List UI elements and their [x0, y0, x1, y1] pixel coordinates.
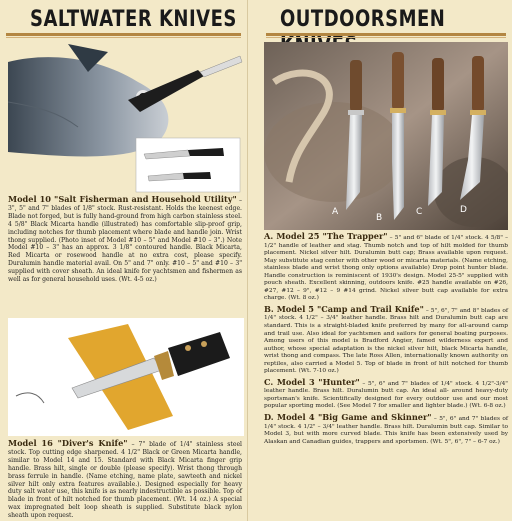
entry-c-body: – 5", 6" and 7" blades of 1/4" stock. 4 1/2"-3/4" leather handle. Brass hilt. Duralumin butt cap. An ideal all- around heavy-duty sportsman's knife. Scientifically designed for every outdoor use and our most popular sporting model. (See Model 7 for smaller and lighter blade.) (Wt. 6-8 oz.) — [264, 380, 508, 410]
entry-a-body: – 5" and 6" blade of 1/4" stock. 4 5/8" – 1/2" handle of leather and stag. Thumb notch and top of hilt molded for thumb placement. Nickel silver hilt. Duralumin butt cap; Brass available upon request. May substitute stag center with other wood or micarta materials. (Name etching, stainless blade and wrist thong only options available) Drop point hunter blade. Handle construction is reminiscent of 1930's design. Model 25-5" supplied with pouch sheath. Excellent skinning, outdoors knife. #25 handle available on #26, #27, #12 – 9", #12 – 9 #14 grind. Nickel silver butt cap available for extra charge. (Wt. 8 oz.) — [264, 235, 509, 302]
outdoorsmen-column — [260, 0, 512, 521]
entry-d-heading: D. Model 4 "Big Game and Skinner" — [264, 412, 432, 423]
saltwater-banner — [0, 0, 247, 40]
saltwater-column — [0, 0, 248, 521]
title-rule — [6, 33, 241, 36]
outdoors-knives-photo — [264, 42, 508, 230]
entry-a-heading: A. Model 25 "The Trapper" — [264, 231, 388, 241]
model16-description — [8, 440, 242, 520]
model10-description — [8, 196, 242, 284]
outdoors-descriptions — [264, 233, 508, 449]
title-rule-thin — [266, 37, 506, 38]
outdoorsmen-banner — [260, 0, 512, 40]
model16-heading: Model 16 "Diver's Knife" — [8, 438, 128, 448]
model10-heading: Model 10 "Salt Fisherman and Household Utility" — [8, 194, 237, 204]
entry-a — [264, 233, 508, 303]
photo-label-c: C — [416, 207, 423, 217]
fish-knife-photo — [8, 42, 244, 194]
title-rule — [266, 33, 506, 36]
divers-knife-photo — [8, 318, 244, 436]
entry-d — [264, 414, 508, 446]
photo-label-b: B — [376, 213, 383, 223]
entry-b-heading: B. Model 5 "Camp and Trail Knife" — [264, 303, 424, 314]
entry-d-body: – 5", 6" and 7" blades of 1/4" stock. 4 1/2" – 3/4" leather handle. Brass hilt. Duralumin butt cap. Similar to Model 3, but with more curved blade. This knife has been extensively used by Alaskan and Canadian guides, trappers and sportsmen. (Wt. 5", 6", 7" – 6-7 oz.) — [264, 416, 508, 445]
photo-label-a: A — [332, 207, 339, 217]
title-rule-thin — [6, 37, 241, 38]
entry-c — [264, 376, 508, 411]
entry-b-body: – 5", 6", 7" and 8" blades of 1/4" stock. 4 1/2" – 3/4" leather handle. Brass hilt and Duralumin butt cap are standard. This is a straight-bladed knife preferred by many for all-around camp and trail use. Also ideal for yachtsmen and sailors for general boating purposes. Among users of this model is Bradford Angier, famed wilderness expert and author, whose special adaptation is the nickel silver hilt, black Micarta handle, wrist thong and compass. The late Ross Allen, internationally known authority on reptiles, also carried a Model 5. Top of blade in front of hilt notched for thumb placement. (Wt. 7-10 oz.) — [264, 307, 509, 375]
entry-b — [264, 303, 509, 376]
photo-label-d: D — [460, 205, 467, 215]
entry-c-heading: C. Model 3 "Hunter" — [264, 376, 360, 387]
saltwater-title: SALTWATER KNIVES — [30, 6, 237, 33]
model16-body: – 7" blade of 1/4" stainless steel stock. Top cutting edge sharpened. 4 1/2" Black or Green Micarta handle, similar to Model 14 and 15. Standard with Black Micarta finger grip handle. Brass hilt, single or double (please specify). Wrist thong through brass ferrule in handle. (Name etching, name plate, sawteeth and nickel silver hilt only extra features available.). Designed especially for heavy duty salt water use, this knife is as nearly indestructible as possible. Top of blade in front of hilt notched for thumb placement. (Wt. 14 oz.) A special wax impregnated belt loop sheath is supplied. Substitute black nylon sheath upon request. — [8, 441, 242, 520]
model10-body: – 3", 5" and 7" blades of 1/8" stock. Rust-resistant. Holds the keenest edge. Blade not forged, but is fully hand-ground from high carbon stainless steel. 4 5/8" Black Micarta handle (illustrated) has comfortable slip-proof grip, including notches for thumb placement where blade and handle join. Wrist thong supplied. (Photo inset of Model #10 – 5" and Model #10 – 3".) Note Model #10 – 3" has an approx. 3 1/8" contoured handle. Black Micarta, Red Micarta or rosewood handle at no extra cost, please specify. Duralumin handle material avail. On 5" and 7" only. #10 – 5" and #10 – 3" supplied with cover sheath. An ideal knife for yachtsmen and fishermen as well as for general household uses. (Wt. 4-5 oz.) — [8, 197, 242, 284]
outdoorsmen-title: OUTDOORSMEN — [280, 6, 446, 33]
